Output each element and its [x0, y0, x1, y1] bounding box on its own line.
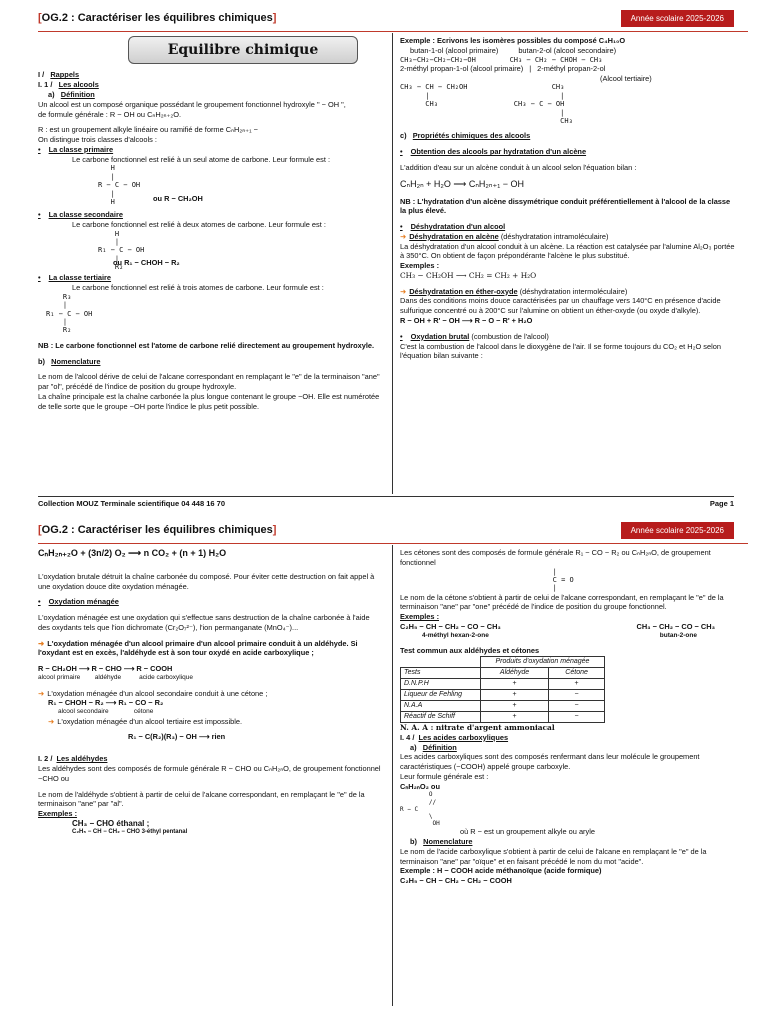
example-title: Exemple : Ecrivons les isomères possibles du composé C₄H₁₀O: [400, 36, 626, 45]
table-row: Réactif de Schiff + −: [401, 712, 605, 723]
topic-title: • Obtention des alcools par hydratation d'un alcène: [400, 147, 735, 157]
sub-letter: b): [410, 837, 417, 847]
header-rule: [38, 31, 748, 32]
example-name: 4-méthyl hexan-2-one: [422, 631, 489, 639]
isomer-label: butan-2-ol (alcool secondaire): [518, 45, 617, 55]
structure-secondary: H | R₁ − C − OH | R₂: [98, 229, 145, 272]
section-number: I. 1 /: [38, 80, 53, 90]
paragraph: Le carbone fonctionnel est relié à trois atomes de carbone. Leur formule est :: [72, 283, 324, 293]
page-footer: [38, 496, 734, 508]
left-column: [38, 36, 383, 411]
sub-title: Nomenclature: [423, 837, 473, 847]
note: NB : L'hydratation d'un alcène dissymétrique conduit préférentiellement à l'alcool de la classe la plus élevé.: [400, 196, 731, 216]
paragraph: L'oxydation ménagée d'un alcool tertiaire est impossible.: [57, 716, 243, 726]
section-number: I. 4 /: [400, 732, 415, 742]
paragraph: Le nom de l'acide carboxylique s'obtient à partir de celui de l'alcane en remplaçant le "e" de la terminaison "ane" par "oïque" et en faisant précédé le nom du mot "acide".: [400, 846, 707, 866]
paragraph: R : est un groupement alkyle linéaire ou ramifié de forme CₙH₂ₙ₊₁ −: [38, 125, 258, 135]
section-number: I /: [38, 70, 45, 80]
section-title: Les aldéhydes: [56, 754, 108, 764]
class-title: • La classe secondaire: [38, 210, 383, 220]
paragraph: On distingue trois classes d'alcools :: [38, 135, 157, 145]
equation: R − CH₂OH ⟶ R − CHO ⟶ R − COOH: [38, 664, 173, 674]
page-header: [0, 520, 768, 542]
test-table: [400, 656, 605, 723]
example: C₂H₅ − CH − CH₂ − CH₂ − COOH: [400, 876, 512, 886]
arrow-icon: ➜: [400, 231, 407, 241]
formula-primary: ou R − CH₂OH: [153, 194, 203, 204]
formula-secondary: ou R₁ − CHOH − R₂: [113, 257, 180, 267]
sub-letter: a): [410, 742, 417, 752]
section-number: I. 2 /: [38, 754, 53, 764]
sub-letter: b): [38, 356, 45, 366]
table-row: D.N.P.H + +: [401, 679, 605, 690]
topic-title: • Déshydratation d'un alcool: [400, 222, 735, 232]
sub-letter: c): [400, 131, 407, 141]
topic-note: (déshydratation intermoléculaire): [519, 286, 628, 296]
page-header: [0, 8, 768, 30]
isomer-structures: CH₃−CH₂−CH₂−CH₂−OH CH₃ − CH₂ − CHOH − CH₃: [400, 55, 603, 64]
school-year-badge: Année scolaire 2025-2026: [621, 522, 734, 539]
school-year-badge: Année scolaire 2025-2026: [621, 10, 734, 27]
table-header: Aldéhyde: [480, 668, 548, 679]
equation: CₙH₂ₙ₊₂O + (3n/2) O₂ ⟶ n CO₂ + (n + 1) H₂O: [38, 548, 227, 558]
paragraph: Le carbone fonctionnel est relié à deux atomes de carbone. Leur formule est :: [72, 219, 326, 229]
table-row: Liqueur de Fehling + −: [401, 690, 605, 701]
equation: CH₃ − CH₂OH ⟶ CH₂ = CH₂ + H₂O: [400, 270, 537, 280]
page-2: [0, 512, 768, 1024]
paragraph: La déshydratation d'un alcool conduit à un alcène. La réaction est catalysée par l'alumine Al₂O₃ portée à 350°C. On obtient de façon prépondérante l'alcène le plus substitué.: [400, 241, 735, 261]
equation: R − OH + R' − OH ⟶ R − O − R' + H₂O: [400, 316, 533, 325]
carboxyl-structure: O // R − C \ OH: [400, 791, 440, 828]
paragraph: Les acides carboxyliques sont des composés renfermant dans leur molécule le groupement caractéristiques (−COOH) appelé groupe carboxyle.: [400, 752, 700, 772]
isomer-label: butan-1-ol (alcool primaire): [410, 45, 499, 55]
table-row: N.A.A + −: [401, 701, 605, 712]
paragraph: L'oxydation brutale détruit la chaîne carbonée du composé. Pour éviter cette destruction on fait appel à une oxydation douce dite oxydation ménagée.: [38, 571, 375, 591]
paragraph: La chaîne principale est la chaîne carbonée la plus longue contenant le groupe −OH. Elle est numérotée de telle sorte que le groupe −OH porte l'indice le plus petit possible.: [38, 391, 380, 411]
section-title: Les acides carboxyliques: [418, 732, 509, 742]
examples-label: Exemples :: [400, 261, 440, 271]
equation: CₙH₂ₙ + H₂O ⟶ CₙH₂ₙ₊₁ − OH: [400, 178, 525, 189]
formula: CₙH₂ₙO₂ ou: [400, 781, 440, 791]
right-column: [400, 548, 735, 886]
column-divider: [392, 33, 393, 494]
section-title: Les alcools: [58, 80, 99, 90]
topic-note: (déshydratation intramoléculaire): [500, 231, 609, 241]
equation-labels: alcool secondaire cétone: [58, 708, 154, 716]
header-title: [OG.2 : Caractériser les équilibres chimiques]: [38, 524, 277, 536]
class-title: • La classe primaire: [38, 145, 383, 155]
paragraph: de formule générale : R − OH ou CₙH₂ₙ₊₂O.: [38, 109, 182, 119]
paragraph: où R − est un groupement alkyle ou aryle: [460, 827, 595, 837]
isomer-label: (Alcool tertiaire): [600, 73, 652, 83]
paragraph: Dans des conditions moins douce caractérisées par un chauffage vers 140°C en présence d'acide sulfurique concentré ou à 200°C sur l'alumine on obtient un éther-oxyde (ou oxyde d'alkyle).: [400, 296, 721, 316]
paragraph: Leur formule générale est :: [400, 771, 489, 781]
right-column: Exemple : Ecrivons les isomères possibles du composé C₄H₁₀O butan-1-ol (alcool primaire) butan-2-ol (alcool secondaire) CH₃−CH₂−CH₂−CH₂−OH CH₃ − CH₂ − CHOH − CH₃ 2-méthyl propan-1-ol (alcool primaire) | 2-méthyl propan-2-ol (Alcool tertiaire) CH₃ − CH − CH₂OH CH₃ | | CH₃ CH₃ − C − OH | CH₃ c) Propriétés chimiques des alcools • Obtention des alcools par hydratation d'un alcène L'addition d'eau sur un alcène conduit à un alcool selon l'équation bilan : CₙH₂ₙ + H₂O ⟶ CₙH₂ₙ₊₁ − OH NB : L'hydratation d'un alcène dissymétrique conduit préférentiellement à l'alcool de la classe la plus élevé. • Déshydratation d'un alcool ➜ Déshydratation en alcène (déshydratation intramoléculaire) La déshydratation d'un alcool conduit à un alcène. La réaction est catalysée par l'alumine Al₂O₃ portée à 350°C. On obtient de façon prépondérante l'alcène le plus substitué. Exemples : CH₃ − CH₂OH ⟶ CH₂ = CH₂ + H₂O ➜ Déshydratation en éther-oxyde (déshydratation intermoléculaire) Dans des conditions moins douce caractérisées par un chauffage vers 140°C en présence d'acide sulfurique concentré ou à 200°C sur l'alumine on obtient un éther-oxyde (ou oxyde d'alkyle). R − OH + R' − OH ⟶ R − O − R' + H₂O • Oxydation brutal (combustion de l'alcool) C'est la combustion de l'alcool dans le dioxygène de l'air. Il se forme toujours du CO₂ et H₂O selon l'équation bilan suivante :: [400, 36, 735, 361]
section-title: Rappels: [50, 70, 80, 80]
arrow-icon: ➜: [400, 286, 407, 296]
paragraph: L'oxydation ménagée d'un alcool primaire d'un alcool primaire conduit à un aldéhyde. Si l'oxydant est en excès, l'aldéhyde est à son tour oxydé en acide carboxylique ;: [38, 638, 358, 658]
left-column: [38, 548, 383, 837]
footer-text: Collection MOUZ Terminale scientifique 04 448 16 70: [38, 499, 226, 508]
arrow-icon: ➜: [48, 716, 55, 726]
topic-note: (combustion de l'alcool): [471, 331, 549, 341]
example: CH₃ − CH₂ − CO − CH₃: [636, 622, 715, 631]
isomer-label: 2-méthyl propan-1-ol (alcool primaire): [400, 63, 524, 73]
arrow-icon: ➜: [38, 688, 45, 698]
paragraph: Les aldéhydes sont des composés de formule générale R − CHO ou CₙH₂ₙO, de groupement fonctionnel −CHO ou: [38, 763, 381, 783]
paragraph: C'est la combustion de l'alcool dans le dioxygène de l'air. Il se forme toujours du CO₂ et H₂O selon l'équation bilan suivante :: [400, 341, 721, 361]
isomer-branched-structures: CH₃ − CH − CH₂OH CH₃ | | CH₃ CH₃ − C − OH | CH₃: [400, 83, 573, 126]
examples-label: Exemples :: [400, 612, 440, 622]
sub-title: Définition: [60, 90, 95, 99]
structure-primary: H | R − C − OH | H: [98, 164, 141, 206]
topic-subtitle: Déshydratation en alcène: [409, 231, 499, 241]
paragraph: Un alcool est un composé organique possédant le groupement fonctionnel hydroxyle " − OH ",: [38, 99, 346, 109]
arrow-icon: ➜: [38, 638, 45, 648]
paragraph: Le nom de l'aldéhyde s'obtient à partir de celui de l'alcane correspondant, en remplaçant le "e" de la terminaison "ane" par "al".: [38, 789, 365, 809]
sub-title: Propriétés chimiques des alcools: [412, 131, 531, 141]
topic-title: • Oxydation ménagée: [38, 597, 383, 607]
example: CH₃ − CHO éthanal ;: [72, 818, 150, 828]
example-name: butan-2-one: [659, 631, 697, 639]
paragraph: L'oxydation ménagée est une oxydation qui s'effectue sans destruction de la chaîne carbonée à l'aide des oxydants tels que l'ion dichromate (Cr₂O₇²⁻), l'ion permanganate (MnO₄⁻)...: [38, 613, 370, 632]
page-number: Page 1: [709, 499, 734, 508]
example: C₂H₅ − CH − CH₂ − CHO 3-éthyl pentanal: [72, 829, 188, 836]
structure-tertiary: R₃ | R₁ − C − OH | R₂: [46, 292, 93, 335]
sub-title: Définition: [422, 742, 457, 752]
class-title: • La classe tertiaire: [38, 273, 383, 283]
example: C₂H₅ − CH − CH₂ − CO − CH₃: [400, 622, 501, 631]
equation: R₁ − CHOH − R₂ ⟶ R₁ − CO − R₂: [48, 698, 164, 708]
sub-title: Nomenclature: [51, 356, 101, 366]
paragraph: Le carbone fonctionnel est relié à un seul atome de carbone. Leur formule est :: [72, 154, 331, 164]
table-header: Cétone: [549, 668, 605, 679]
paragraph: L'addition d'eau sur un alcène conduit à un alcool selon l'équation bilan :: [400, 162, 637, 172]
header-rule: [38, 543, 748, 544]
equation-labels: alcool primaire aldéhyde acide carboxylique: [38, 674, 193, 681]
table-group-header: Produits d'oxydation ménagée: [480, 657, 604, 668]
equation: R₁ − C(R₂)(R₃) − OH ⟶ rien: [128, 732, 226, 742]
paragraph: Les cétones sont des composés de formule générale R₁ − CO − R₂ ou CₙH₂ₙO, de groupement fonctionnel: [400, 548, 711, 567]
table-title: Test commun aux aldéhydes et cétones: [400, 646, 540, 656]
topic-subtitle: Déshydratation en éther-oxyde: [409, 286, 518, 296]
column-divider: [392, 545, 393, 1006]
paragraph: Le nom de l'alcool dérive de celui de l'alcane correspondant en remplaçant le "e" de la terminaison "ane" par "ol", précédé de l'indice de position du groupe hydroxyle.: [38, 372, 380, 392]
header-title: [OG.2 : Caractériser les équilibres chimiques]: [38, 12, 277, 24]
paragraph: L'oxydation ménagée d'un alcool secondaire conduit à une cétone ;: [47, 688, 268, 698]
main-title: Equilibre chimique: [128, 36, 358, 64]
ketone-group-structure: | C = O |: [552, 567, 574, 593]
isomer-label: 2-méthyl propan-2-ol: [537, 63, 606, 73]
table-header: Tests: [401, 668, 481, 679]
example: Exemple : H − COOH acide méthanoïque (acide formique): [400, 866, 602, 876]
note: NB : Le carbone fonctionnel est l'atome de carbone relié directement au groupement hydroxyle.: [38, 340, 375, 350]
sub-letter: a): [48, 90, 55, 99]
note: N. A. A : nitrate d'argent ammoniacal: [400, 723, 555, 733]
topic-title: • Oxydation brutal: [400, 332, 469, 341]
paragraph: Le nom de la cétone s'obtient à partir de celui de l'alcane correspondant, en remplaçant le "e" de la terminaison "ane" par "one" précédé de l'indice de position du groupe fonctionnel.: [400, 592, 724, 612]
examples-label: Exemples :: [38, 809, 78, 819]
